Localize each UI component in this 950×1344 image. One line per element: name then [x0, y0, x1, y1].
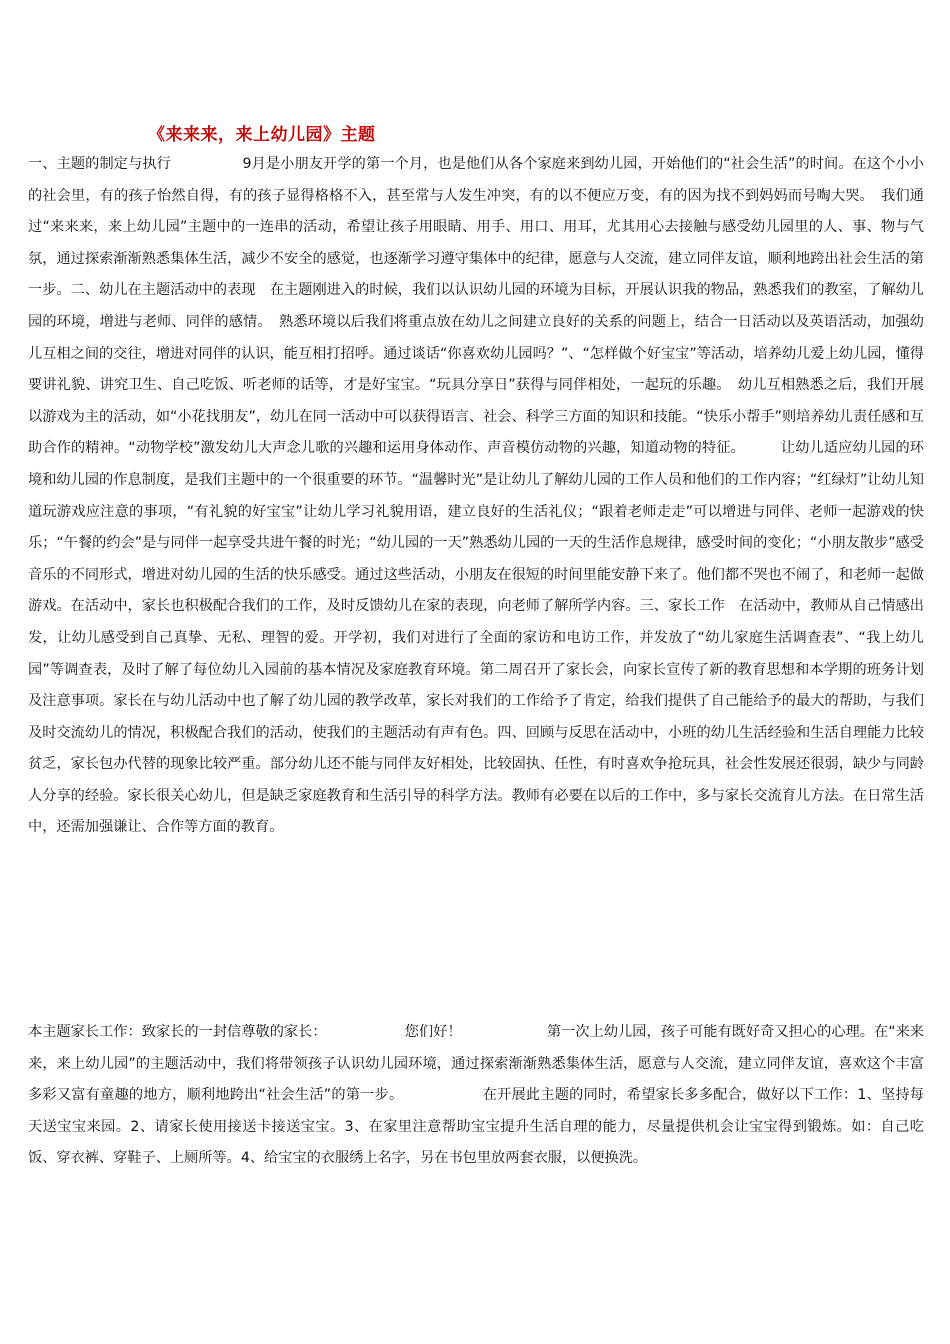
parent-letter-paragraph: 本主题家长工作：致家长的一封信尊敬的家长： 您们好！ 第一次上幼儿园，孩子可能有既好奇又担心的心理。在“来来来，来上幼儿园”的主题活动中，我们将带领孩子认识幼儿园环境，通过探索渐渐熟悉集体生活，愿意与人交流，建立同伴友谊，喜欢这个丰富多彩又富有童趣的地方，顺利地跨出“社会生活”的第一步。 在开展此主题的同时，希望家长多多配合，做好以下工作：1、坚持每天送宝宝来园。2、请家长使用接送卡接送宝宝。3、在家里注意帮助宝宝提升生活自理的能力，尽量提供机会让宝宝得到锻炼。如：自己吃饭、穿衣裤、穿鞋子、上厕所等。4、给宝宝的衣服绣上名字，另在书包里放两套衣服，以便换洗。: [28, 1024, 924, 1167]
document-title: 《来来来，来上幼儿园》主题: [148, 125, 376, 145]
document-body-paragraph: 一、主题的制定与执行 9月是小朋友开学的第一个月，也是他们从各个家庭来到幼儿园，开始他们的“社会生活”的时间。在这个小小的社会里，有的孩子怡然自得，有的孩子显得格格不入，甚至常与人发生冲突，有的以不便应万变，有的因为找不到妈妈而号啕大哭。 我们通过“来来来，来上幼儿园”主题中的一连串的活动，希望让孩子用眼睛、用手、用口、用耳，尤其用心去接触与感受幼儿园里的人、事、物与气氛，通过探索渐渐熟悉集体生活，减少不安全的感觉，也逐渐学习遵守集体中的纪律，愿意与人交流，建立同伴友谊，顺利地跨出社会生活的第一步。二、幼儿在主题活动中的表现 在主题刚进入的时候，我们以认识幼儿园的环境为目标，开展认识我的物品，熟悉我们的教室，了解幼儿园的环境，增进与老师、同伴的感情。 熟悉环境以后我们将重点放在幼儿之间建立良好的关系的问题上，结合一日活动以及英语活动，加强幼儿互相之间的交往，增进对同伴的认识，能互相打招呼。通过谈话“你喜欢幼儿园吗？”、“怎样做个好宝宝”等活动，培养幼儿爱上幼儿园，懂得要讲礼貌、讲究卫生、自己吃饭、听老师的话等，才是好宝宝。“玩具分享日”获得与同伴相处，一起玩的乐趣。 幼儿互相熟悉之后，我们开展以游戏为主的活动，如“小花找朋友”，幼儿在同一活动中可以获得语言、社会、科学三方面的知识和技能。“快乐小帮手”则培养幼儿责任感和互助合作的精神。“动物学校”激发幼儿大声念儿歌的兴趣和运用身体动作、声音模仿动物的兴趣，知道动物的特征。 让幼儿适应幼儿园的环境和幼儿园的作息制度，是我们主题中的一个很重要的环节。“温馨时光”是让幼儿了解幼儿园的工作人员和他们的工作内容；“红绿灯”让幼儿知道玩游戏应注意的事项，“有礼貌的好宝宝”让幼儿学习礼貌用语，建立良好的生活礼仪；“跟着老师走走”可以增进与同伴、老师一起游戏的快乐；“午餐的约会”是与同伴一起享受共进午餐的时光；“幼儿园的一天”熟悉幼儿园的一天的生活作息规律，感受时间的变化；“小朋友散步”感受音乐的不同形式，增进对幼儿园的生活的快乐感受。通过这些活动，小朋友在很短的时间里能安静下来了。他们都不哭也不闹了，和老师一起做游戏。在活动中，家长也积极配合我们的工作，及时反馈幼儿在家的表现，向老师了解所学内容。三、家长工作 在活动中，教师从自己情感出发，让幼儿感受到自己真挚、无私、理智的爱。开学初，我们对进行了全面的家访和电访工作，并发放了“幼儿家庭生活调查表”、“我上幼儿园”等调查表，及时了解了每位幼儿入园前的基本情况及家庭教育环境。第二周召开了家长会，向家长宣传了新的教育思想和本学期的班务计划及注意事项。家长在与幼儿活动中也了解了幼儿园的教学改革，家长对我们的工作给予了肯定，给我们提供了自己能给予的最大的帮助，与我们及时交流幼儿的情况，积极配合我们的活动，使我们的主题活动有声有色。四、回顾与反思在活动中，小班的幼儿生活经验和生活自理能力比较贫乏，家长包办代替的现象比较严重。部分幼儿还不能与同伴友好相处，比较固执、任性，有时喜欢争抢玩具，社会性发展还很弱，缺少与同龄人分享的经验。家长很关心幼儿，但是缺乏家庭教育和生活引导的科学方法。教师有必要在以后的工作中，多与家长交流育儿方法。在日常生活中，还需加强谦让、合作等方面的教育。: [28, 156, 924, 836]
